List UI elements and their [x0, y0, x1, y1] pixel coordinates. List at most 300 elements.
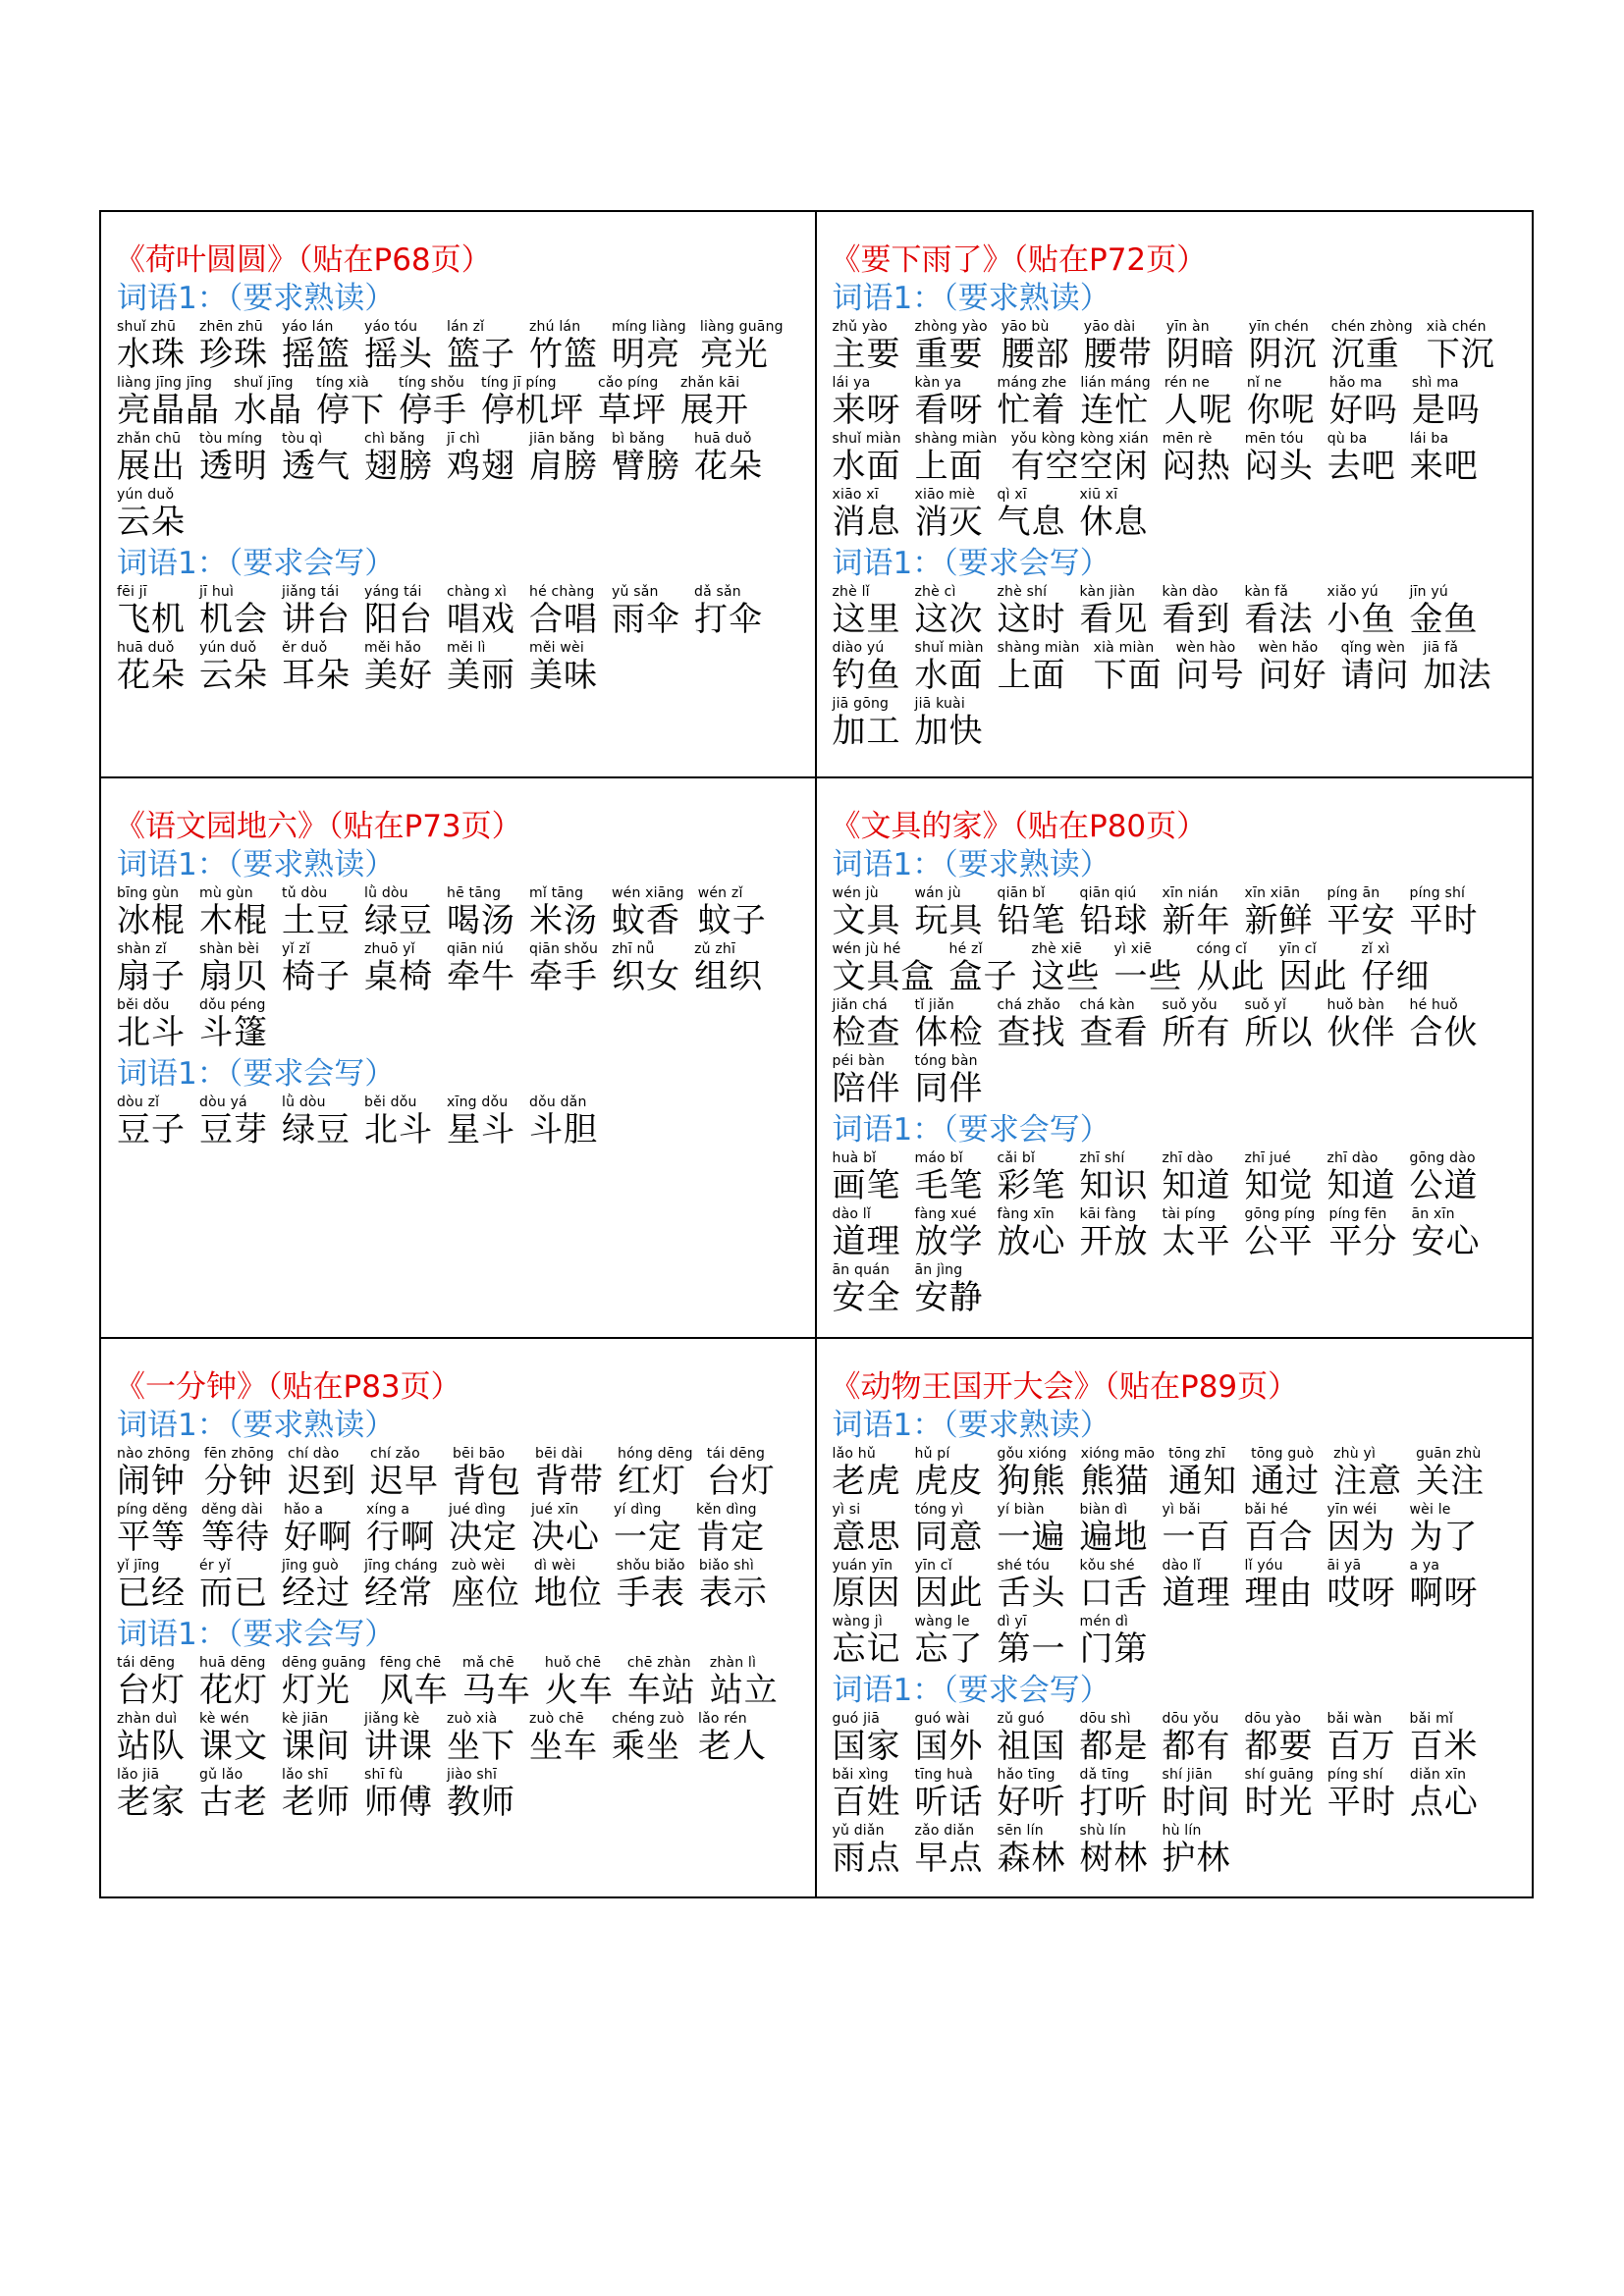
- pinyin: jī chì: [447, 431, 480, 447]
- pinyin: shù lín: [1079, 1823, 1127, 1839]
- pinyin: dōu shì: [1079, 1711, 1131, 1727]
- section-label: 词语1：（要求会写）: [117, 546, 396, 581]
- pinyin: wàng jì: [832, 1614, 883, 1629]
- pinyin: yì si: [832, 1502, 861, 1518]
- pinyin: yuán yīn: [832, 1558, 893, 1574]
- hanzi: 从此: [1196, 957, 1266, 996]
- vocabulary-word: [998, 641, 1080, 697]
- hanzi: 豆子: [117, 1110, 186, 1149]
- hanzi: 国外: [914, 1727, 984, 1766]
- section-label: 词语1：（要求会写）: [832, 1673, 1110, 1708]
- pinyin: chì bǎng: [364, 431, 425, 447]
- vocabulary-word: [201, 1503, 270, 1559]
- hanzi: 而已: [199, 1574, 268, 1613]
- vocabulary-word: [447, 641, 515, 697]
- hanzi: 问好: [1258, 656, 1327, 695]
- vocabulary-word: [1032, 942, 1101, 998]
- hanzi: 所有: [1162, 1013, 1231, 1052]
- hanzi: 毛笔: [914, 1166, 984, 1205]
- vocabulary-word: [1080, 376, 1150, 432]
- hanzi: 斗篷: [199, 1013, 268, 1052]
- vocabulary-word: [696, 1503, 765, 1559]
- pinyin: zhú lán: [529, 319, 581, 335]
- pinyin: hē tāng: [447, 885, 502, 901]
- vocabulary-word: [234, 376, 302, 432]
- pinyin: tōng guò: [1251, 1446, 1315, 1462]
- pinyin: jiǎng tái: [282, 584, 340, 600]
- hanzi: 人呢: [1164, 391, 1233, 430]
- vocabulary-word: [1410, 432, 1479, 488]
- lesson-card: [101, 778, 817, 1339]
- hanzi: 听话: [914, 1783, 984, 1822]
- hanzi: 花灯: [199, 1671, 268, 1710]
- vocabulary-word: [1080, 1207, 1149, 1263]
- pinyin: kěn dìng: [696, 1502, 757, 1518]
- vocabulary-word: [1245, 1712, 1314, 1768]
- vocabulary-word: [833, 488, 901, 544]
- vocabulary-word: [364, 1559, 438, 1615]
- vocabulary-word: [282, 1095, 351, 1151]
- pinyin: ěr duǒ: [282, 640, 328, 656]
- vocabulary-word: [612, 886, 684, 942]
- hanzi: 乘坐: [612, 1727, 680, 1766]
- hanzi: 看法: [1244, 600, 1314, 639]
- pinyin: jiā gōng: [832, 696, 890, 712]
- vocabulary-word: [282, 585, 351, 641]
- hanzi: 风车: [379, 1671, 449, 1710]
- word-list: [117, 1656, 803, 1824]
- pinyin: wán jù: [914, 885, 961, 901]
- word-list: [833, 1151, 1521, 1319]
- vocabulary-word: [1080, 1559, 1149, 1615]
- hanzi: 斗胆: [529, 1110, 598, 1149]
- vocabulary-word: [707, 1447, 776, 1503]
- vocabulary-word: [545, 1656, 614, 1712]
- hanzi: 忘了: [914, 1629, 984, 1669]
- vocabulary-word: [282, 320, 351, 376]
- pinyin: zhǎn kāi: [680, 375, 740, 391]
- vocabulary-word: [833, 886, 901, 942]
- vocabulary-word: [117, 1095, 186, 1151]
- pinyin: yāo dài: [1083, 319, 1136, 335]
- pinyin: tòu míng: [199, 431, 263, 447]
- hanzi: 等待: [201, 1518, 271, 1557]
- vocabulary-word: [949, 942, 1018, 998]
- vocabulary-word: [199, 1768, 268, 1824]
- vocabulary-word: [915, 1824, 984, 1880]
- vocabulary-word: [618, 1447, 693, 1503]
- vocabulary-word: [833, 1263, 901, 1319]
- vocabulary-word: [1163, 886, 1231, 942]
- pinyin: shuǐ zhū: [117, 319, 177, 335]
- hanzi: 森林: [997, 1839, 1066, 1878]
- pinyin: liàng jīng jīng: [117, 375, 213, 391]
- hanzi: 讲课: [364, 1727, 433, 1766]
- hanzi: 铅笔: [997, 901, 1066, 940]
- hanzi: 祖国: [997, 1727, 1066, 1766]
- hanzi: 熊猫: [1080, 1462, 1150, 1501]
- hanzi: 啊呀: [1409, 1574, 1479, 1613]
- vocabulary-word: [833, 1824, 901, 1880]
- section-label: 词语1：（要求会写）: [832, 1112, 1110, 1148]
- hanzi: 加快: [914, 712, 984, 751]
- hanzi: 展开: [680, 391, 749, 430]
- hanzi: 时光: [1244, 1783, 1314, 1822]
- pinyin: dì yī: [997, 1614, 1027, 1629]
- hanzi: 明亮: [612, 335, 680, 374]
- hanzi: 美丽: [447, 656, 515, 695]
- hanzi: 注意: [1333, 1462, 1403, 1501]
- pinyin: máo bǐ: [914, 1150, 963, 1166]
- hanzi: 看到: [1162, 600, 1231, 639]
- pinyin: máng zhe: [997, 375, 1067, 391]
- vocabulary-word: [833, 1151, 901, 1207]
- hanzi: 关注: [1416, 1462, 1486, 1501]
- hanzi: 都有: [1162, 1727, 1231, 1766]
- vocabulary-word: [1080, 1503, 1149, 1559]
- vocabulary-word: [1001, 320, 1070, 376]
- section-label: 词语1：（要求会写）: [832, 546, 1110, 581]
- vocabulary-word: [1249, 320, 1318, 376]
- pinyin: xíng a: [366, 1502, 410, 1518]
- pinyin: zǔ guó: [997, 1711, 1045, 1727]
- hanzi: 竹篮: [529, 335, 598, 374]
- vocabulary-word: [1245, 1151, 1314, 1207]
- vocabulary-word: [529, 886, 598, 942]
- vocabulary-word: [833, 320, 901, 376]
- pinyin: tóng yì: [914, 1502, 964, 1518]
- pinyin: hóng dēng: [618, 1446, 693, 1462]
- vocabulary-word: [680, 376, 749, 432]
- pinyin: zhè lǐ: [832, 584, 870, 600]
- vocabulary-word: [282, 1712, 351, 1768]
- vocabulary-word: [364, 1712, 433, 1768]
- hanzi: 体检: [914, 1013, 984, 1052]
- hanzi: 查找: [997, 1013, 1066, 1052]
- hanzi: 画笔: [832, 1166, 901, 1205]
- pinyin: gǔ lǎo: [199, 1767, 244, 1783]
- hanzi: 陪伴: [832, 1069, 901, 1108]
- vocabulary-word: [447, 1095, 515, 1151]
- hanzi: 虎皮: [914, 1462, 984, 1501]
- lesson-card: [101, 1339, 817, 1896]
- pinyin: xiǎo yú: [1326, 584, 1379, 600]
- pinyin: mēn rè: [1162, 431, 1213, 447]
- pinyin: dì wèi: [533, 1558, 576, 1574]
- hanzi: 休息: [1079, 503, 1149, 542]
- hanzi: 理由: [1244, 1574, 1314, 1613]
- vocabulary-word: [117, 488, 186, 544]
- pinyin: bǎi xìng: [832, 1767, 889, 1783]
- hanzi: 上面: [914, 447, 984, 486]
- vocabulary-word: [1410, 1768, 1479, 1824]
- vocabulary-word: [614, 1503, 682, 1559]
- pinyin: zuò chē: [529, 1711, 584, 1727]
- pinyin: měi hǎo: [364, 640, 422, 656]
- hanzi: 手表: [616, 1574, 685, 1613]
- pinyin: chē zhàn: [626, 1655, 691, 1671]
- hanzi: 平时: [1326, 1783, 1396, 1822]
- pinyin: bēi bāo: [453, 1446, 506, 1462]
- vocabulary-word: [998, 1824, 1066, 1880]
- vocabulary-word: [1114, 942, 1183, 998]
- pinyin: hù lín: [1162, 1823, 1202, 1839]
- hanzi: 腰部: [1001, 335, 1070, 374]
- pinyin: lǎo shī: [282, 1767, 328, 1783]
- pinyin: yún duǒ: [199, 640, 257, 656]
- hanzi: 亮晶晶: [117, 391, 220, 430]
- pinyin: kàn fǎ: [1244, 584, 1288, 600]
- pinyin: sēn lín: [997, 1823, 1044, 1839]
- pinyin: zhàn lì: [709, 1655, 757, 1671]
- vocabulary-word: [529, 432, 598, 488]
- hanzi: 星斗: [447, 1110, 515, 1149]
- hanzi: 文具: [832, 901, 901, 940]
- hanzi: 请问: [1340, 656, 1410, 695]
- pinyin: wàng le: [914, 1614, 970, 1629]
- pinyin: chén zhòng: [1330, 319, 1413, 335]
- hanzi: 腰带: [1083, 335, 1153, 374]
- vocabulary-word: [598, 376, 667, 432]
- vocabulary-word: [612, 942, 680, 998]
- pinyin: gǒu xióng: [997, 1446, 1067, 1462]
- vocabulary-word: [117, 641, 186, 697]
- vocabulary-word: [529, 1095, 598, 1151]
- pinyin: chàng xì: [447, 584, 508, 600]
- hanzi: 点心: [1409, 1783, 1479, 1822]
- hanzi: 太平: [1162, 1222, 1231, 1261]
- pinyin: lǐ yóu: [1244, 1558, 1283, 1574]
- pinyin: yīn àn: [1165, 319, 1210, 335]
- vocabulary-word: [199, 585, 268, 641]
- vocabulary-word: [447, 886, 515, 942]
- vocabulary-word: [998, 1447, 1067, 1503]
- hanzi: 美好: [364, 656, 433, 695]
- hanzi: 肯定: [696, 1518, 766, 1557]
- hanzi: 决心: [531, 1518, 601, 1557]
- pinyin: dào lǐ: [1162, 1558, 1201, 1574]
- hanzi: 经常: [364, 1574, 433, 1613]
- vocabulary-word: [529, 320, 598, 376]
- pinyin: bēi dài: [535, 1446, 583, 1462]
- pinyin: yǐ jīng: [117, 1558, 160, 1574]
- hanzi: 仔细: [1361, 957, 1431, 996]
- hanzi: 闷热: [1162, 447, 1231, 486]
- vocabulary-word: [833, 1207, 901, 1263]
- section-label: 词语1：（要求熟读）: [832, 847, 1110, 882]
- hanzi: 是吗: [1411, 391, 1481, 430]
- hanzi: 玩具: [914, 901, 984, 940]
- vocabulary-word: [1164, 376, 1233, 432]
- vocabulary-word: [1080, 1615, 1149, 1671]
- word-list: [833, 1712, 1521, 1880]
- hanzi: 阴沉: [1248, 335, 1318, 374]
- vocabulary-word: [117, 1447, 190, 1503]
- hanzi: 耳朵: [282, 656, 351, 695]
- vocabulary-word: [199, 641, 268, 697]
- lesson-card: [817, 778, 1533, 1339]
- hanzi: 树林: [1079, 1839, 1149, 1878]
- word-list: [833, 886, 1521, 1110]
- hanzi: 喝汤: [447, 901, 515, 940]
- pinyin: tái dēng: [706, 1446, 766, 1462]
- hanzi: 地位: [533, 1574, 603, 1613]
- hanzi: 闷头: [1244, 447, 1314, 486]
- vocabulary-word: [462, 1656, 531, 1712]
- vocabulary-word: [710, 1656, 779, 1712]
- pinyin: guó wài: [914, 1711, 970, 1727]
- hanzi: 合唱: [529, 600, 598, 639]
- pinyin: děng dài: [201, 1502, 263, 1518]
- pinyin: wèn hǎo: [1258, 640, 1319, 656]
- pinyin: yīn cǐ: [914, 1558, 952, 1574]
- vocabulary-word: [1331, 320, 1413, 376]
- pinyin: shì ma: [1411, 375, 1459, 391]
- vocabulary-word: [1410, 886, 1479, 942]
- hanzi: 这里: [832, 600, 901, 639]
- hanzi: 绿豆: [364, 901, 433, 940]
- hanzi: 灯光: [282, 1671, 351, 1710]
- vocabulary-word: [364, 1768, 433, 1824]
- vocabulary-word: [700, 320, 784, 376]
- pinyin: guó jiā: [832, 1711, 881, 1727]
- hanzi: 一百: [1162, 1518, 1231, 1557]
- hanzi: 课文: [199, 1727, 268, 1766]
- pinyin: qì xī: [997, 487, 1027, 503]
- pinyin: xià chén: [1426, 319, 1487, 335]
- pinyin: dǎ sǎn: [694, 584, 741, 600]
- hanzi: 表示: [698, 1574, 768, 1613]
- pinyin: hǎo a: [284, 1502, 324, 1518]
- vocabulary-word: [915, 1447, 984, 1503]
- vocabulary-word: [833, 942, 936, 998]
- hanzi: 安心: [1411, 1222, 1481, 1261]
- vocabulary-word: [915, 320, 988, 376]
- hanzi: 合伙: [1409, 1013, 1479, 1052]
- pinyin: dōu yǒu: [1162, 1711, 1219, 1727]
- pinyin: fàng xīn: [997, 1206, 1055, 1222]
- vocabulary-word: [1245, 886, 1314, 942]
- vocabulary-word: [833, 1503, 901, 1559]
- hanzi: 看见: [1079, 600, 1149, 639]
- vocabulary-word: [833, 1712, 901, 1768]
- vocabulary-word: [1080, 1768, 1149, 1824]
- vocabulary-word: [998, 1151, 1066, 1207]
- pinyin: tái dēng: [117, 1655, 176, 1671]
- pinyin: fēi jī: [117, 584, 147, 600]
- pinyin: lǎo hǔ: [832, 1446, 876, 1462]
- vocabulary-word: [915, 1559, 984, 1615]
- vocabulary-word: [612, 320, 686, 376]
- hanzi: 知道: [1162, 1166, 1231, 1205]
- hanzi: 老家: [117, 1783, 186, 1822]
- vocabulary-word: [1245, 1207, 1316, 1263]
- vocabulary-word: [199, 998, 268, 1054]
- pinyin: zhī dào: [1326, 1150, 1379, 1166]
- vocabulary-word: [117, 1712, 186, 1768]
- vocabulary-word: [1327, 1768, 1396, 1824]
- hanzi: 坐下: [447, 1727, 515, 1766]
- vocabulary-word: [117, 942, 186, 998]
- vocabulary-word: [1080, 1824, 1149, 1880]
- vocabulary-word: [915, 432, 998, 488]
- hanzi: 蚊香: [612, 901, 680, 940]
- vocabulary-word: [316, 376, 385, 432]
- vocabulary-word: [998, 1207, 1066, 1263]
- hanzi: 篮子: [447, 335, 515, 374]
- word-list: [117, 886, 803, 1054]
- vocabulary-word: [535, 1447, 604, 1503]
- pinyin: píng shí: [1326, 1767, 1383, 1783]
- hanzi: 彩笔: [997, 1166, 1066, 1205]
- hanzi: 透明: [199, 447, 268, 486]
- pinyin: yǒu kòng kòng xián: [1010, 431, 1149, 447]
- hanzi: 消息: [832, 503, 901, 542]
- pinyin: diǎn xīn: [1409, 1767, 1467, 1783]
- lesson-card: [101, 212, 817, 778]
- vocabulary-word: [449, 1503, 517, 1559]
- vocabulary-word: [915, 886, 984, 942]
- pinyin: zhī dào: [1162, 1150, 1214, 1166]
- hanzi: 扇子: [117, 957, 186, 996]
- hanzi: 新鲜: [1244, 901, 1314, 940]
- pinyin: cǎo píng: [598, 375, 659, 391]
- vocabulary-word: [199, 1559, 268, 1615]
- hanzi: 都要: [1244, 1727, 1314, 1766]
- hanzi: 摇篮: [282, 335, 351, 374]
- lesson-title: 《荷叶圆圆》（贴在P68页）: [115, 242, 492, 278]
- hanzi: 消灭: [914, 503, 984, 542]
- pinyin: kàn jiàn: [1079, 584, 1136, 600]
- lesson-title: 《一分钟》（贴在P83页）: [115, 1369, 461, 1405]
- vocabulary-word: [915, 1151, 984, 1207]
- pinyin: bǎi hé: [1244, 1502, 1288, 1518]
- hanzi: 门第: [1079, 1629, 1149, 1669]
- hanzi: 分钟: [203, 1462, 273, 1501]
- pinyin: píng fēn: [1328, 1206, 1387, 1222]
- vocabulary-word: [998, 1712, 1066, 1768]
- hanzi: 通过: [1251, 1462, 1321, 1501]
- hanzi: 放学: [914, 1222, 984, 1261]
- pinyin: shàn bèi: [199, 941, 260, 957]
- hanzi: 哎呀: [1326, 1574, 1396, 1613]
- vocabulary-word: [1245, 1559, 1314, 1615]
- pinyin: huǒ chē: [544, 1655, 602, 1671]
- hanzi: 重要: [914, 335, 984, 374]
- hanzi: 通知: [1168, 1462, 1238, 1501]
- vocabulary-word: [1410, 1151, 1479, 1207]
- pinyin: qiān shǒu: [529, 941, 599, 957]
- pinyin: píng shí: [1409, 885, 1466, 901]
- pinyin: zhī shí: [1079, 1150, 1125, 1166]
- hanzi: 台灯: [117, 1671, 186, 1710]
- vocabulary-word: [1410, 1503, 1479, 1559]
- vocabulary-word: [1245, 432, 1314, 488]
- pinyin: huǒ bàn: [1326, 997, 1385, 1013]
- vocabulary-word: [698, 1712, 767, 1768]
- pinyin: yún duǒ: [117, 487, 175, 503]
- vocabulary-word: [1327, 585, 1396, 641]
- pinyin: cóng cǐ: [1196, 941, 1247, 957]
- hanzi: 机会: [199, 600, 268, 639]
- vocabulary-word: [915, 1615, 984, 1671]
- pinyin: měi lì: [447, 640, 486, 656]
- vocabulary-word: [1327, 886, 1396, 942]
- pinyin: cǎi bǐ: [997, 1150, 1036, 1166]
- hanzi: 好听: [997, 1783, 1066, 1822]
- pinyin: yǐ zǐ: [282, 941, 310, 957]
- hanzi: 云朵: [199, 656, 268, 695]
